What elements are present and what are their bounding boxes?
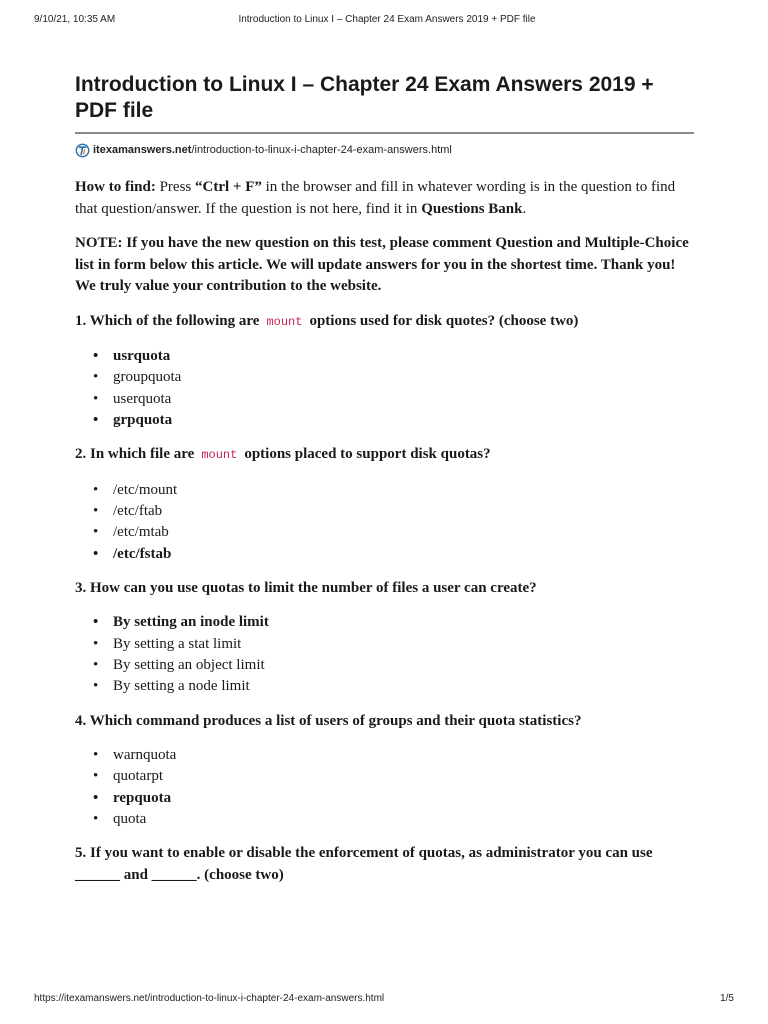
source-domain[interactable]: itexamanswers.net	[93, 144, 192, 156]
article	[75, 72, 695, 886]
print-page-title: Introduction to Linux I – Chapter 24 Exam Answers 2019 + PDF file	[238, 14, 536, 25]
code-snippet: mount	[201, 448, 238, 463]
question-4: 4. Which command produces a list of users of groups and their quota statistics?	[75, 712, 582, 729]
print-url: https://itexamanswers.net/introduction-to-linux-i-chapter-24-exam-answers.html	[34, 993, 385, 1004]
question-text: options used for disk quotes? (choose two)	[309, 312, 579, 329]
answer-option: • usrquota	[113, 346, 695, 367]
print-footer	[34, 993, 734, 1004]
answer-option: • By setting a stat limit	[113, 634, 695, 655]
options-list-2	[75, 480, 695, 565]
source-path[interactable]: /introduction-to-linux-i-chapter-24-exam-answers.html	[191, 144, 452, 156]
question-2	[75, 444, 695, 467]
question-text: 1. Which of the following are	[75, 312, 260, 329]
answer-option: • By setting an inode limit	[113, 612, 695, 633]
how-to-find-text: Press	[155, 179, 196, 195]
site-logo-icon	[75, 143, 90, 158]
page-number: 1/5	[720, 993, 734, 1004]
answer-option: • repquota	[113, 788, 695, 809]
options-list-3	[75, 612, 695, 697]
answer-option: • /etc/mtab	[113, 522, 695, 543]
answer-option: • quota	[113, 809, 695, 830]
question-text: 2. In which file are	[75, 446, 195, 463]
code-snippet: mount	[266, 314, 303, 329]
answer-option: • groupquota	[113, 367, 695, 388]
questions-bank-link[interactable]: Questions Bank	[421, 200, 523, 217]
answer-option: • warnquota	[113, 745, 695, 766]
options-list-1	[75, 346, 695, 431]
question-text: options placed to support disk quotas?	[244, 446, 491, 463]
answer-option: • /etc/ftab	[113, 501, 695, 522]
shortcut-keys: “Ctrl + F”	[195, 179, 262, 195]
how-to-find-text: in the browser and fill in whatever wording is in the question to find that question/answer. If the question is not here, find it in	[75, 179, 676, 217]
question-5: 5. If you want to enable or disable the enforcement of quotas, as administrator you can use ______ and ______. (choose two)	[75, 845, 653, 883]
answer-option: • By setting an object limit	[113, 655, 695, 676]
answer-option: • userquota	[113, 389, 695, 410]
source-link[interactable]	[75, 141, 695, 159]
answer-option: • /etc/mount	[113, 480, 695, 501]
print-datetime: 9/10/21, 10:35 AM	[34, 14, 116, 25]
answer-option: • grpquota	[113, 410, 695, 431]
options-list-4	[75, 745, 695, 830]
question-3: 3. How can you use quotas to limit the number of files a user can create?	[75, 579, 537, 596]
how-to-find-text: .	[522, 200, 527, 217]
answer-option: • quotarpt	[113, 766, 695, 787]
answer-option: • /etc/fstab	[113, 544, 695, 565]
title-divider	[75, 132, 694, 134]
article-title: Introduction to Linux I – Chapter 24 Exam Answers 2019 + PDF file	[75, 73, 654, 122]
how-to-find-paragraph	[75, 177, 695, 220]
question-1	[75, 311, 695, 334]
note-paragraph: NOTE: If you have the new question on this test, please comment Question and Multiple-Choice list in form below this article. We will update answers for you in the shortest time. Thank you! We truly value your contribution to the website.	[75, 235, 689, 294]
answer-option: • By setting a node limit	[113, 676, 695, 697]
how-to-find-label: How to find:	[75, 179, 156, 195]
